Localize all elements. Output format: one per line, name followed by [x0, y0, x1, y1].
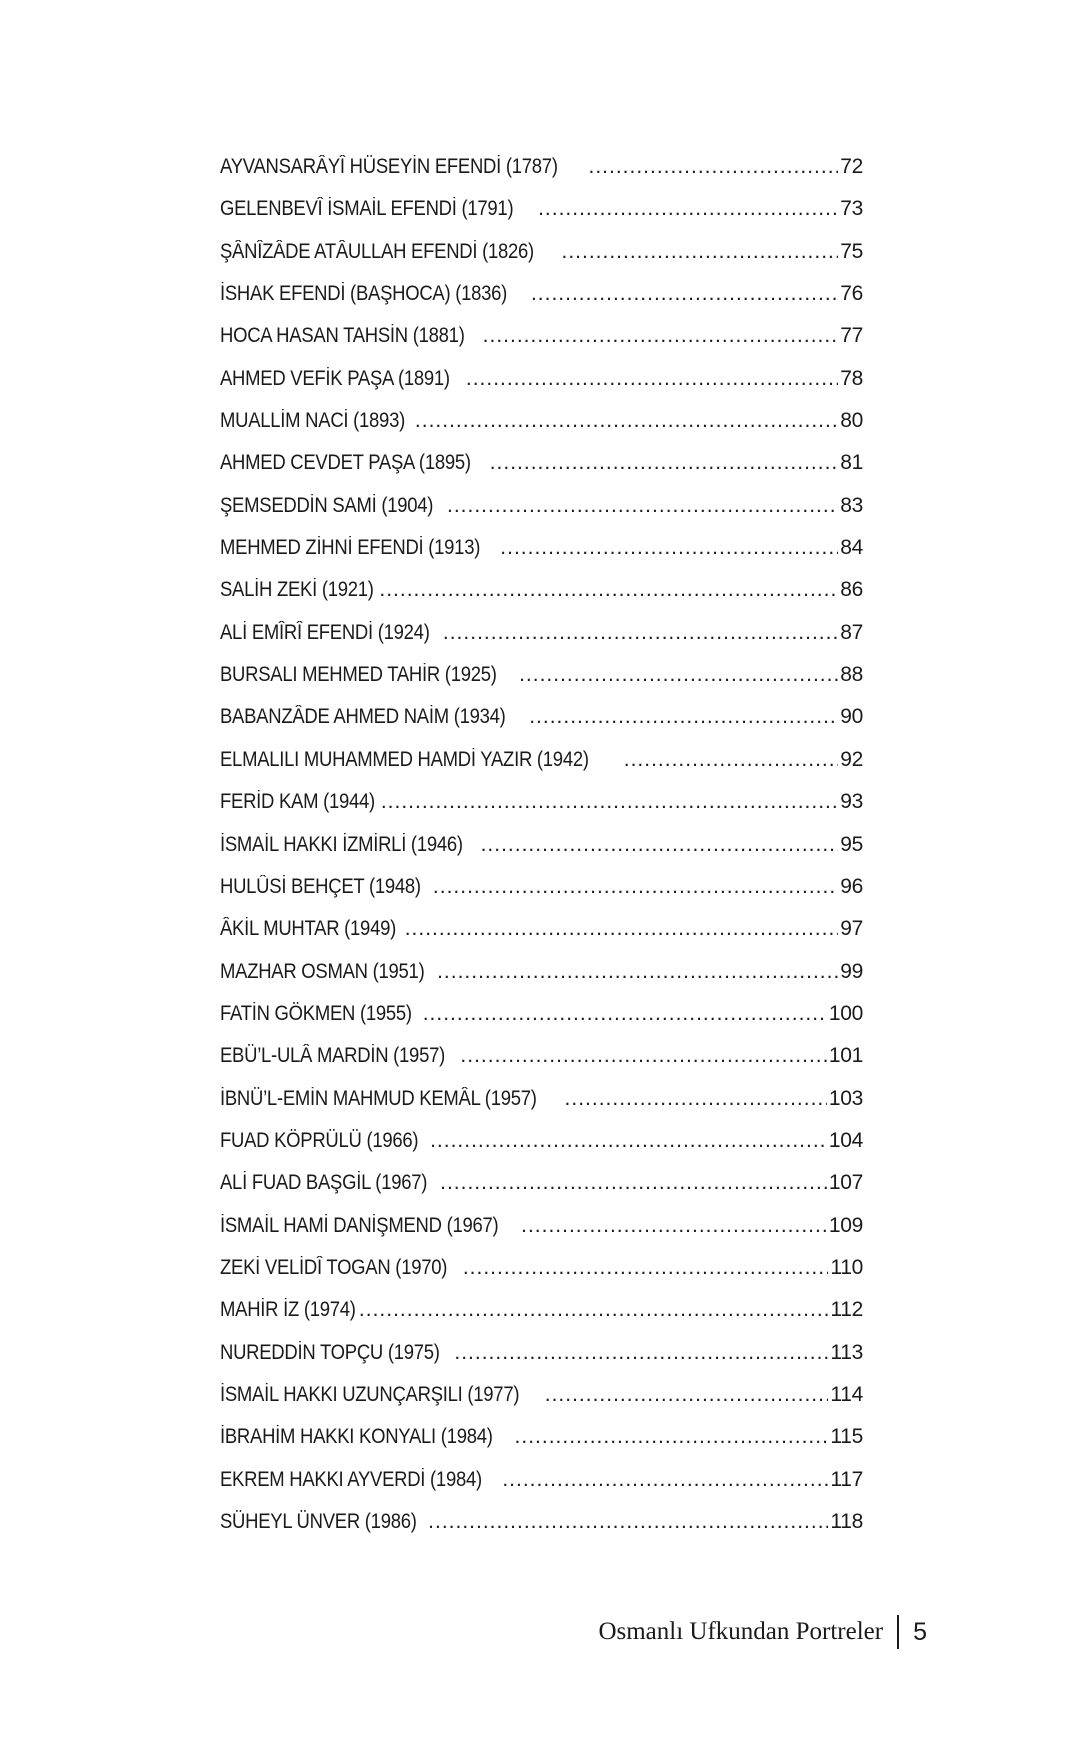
dot-leader	[415, 409, 838, 433]
toc-entry-page: 97	[840, 917, 863, 941]
toc-entry	[220, 1425, 863, 1467]
toc-entry	[220, 494, 863, 536]
toc-entry	[220, 282, 863, 324]
toc-entry	[220, 451, 863, 493]
toc-entry-title: SALİH ZEKİ (1921)	[220, 578, 374, 602]
toc-entry-title: HOCA HASAN TAHSİN (1881)	[220, 324, 465, 348]
page-number: 5	[913, 1617, 927, 1646]
toc-entry	[220, 621, 863, 663]
dot-leader	[500, 536, 838, 560]
dot-leader	[430, 1129, 827, 1153]
toc-entry	[220, 1087, 863, 1129]
toc-entry-page: 104	[828, 1128, 863, 1152]
toc-entry-page: 73	[840, 197, 863, 221]
toc-entry-title: FERİD KAM (1944)	[220, 790, 375, 814]
toc-entry-page: 103	[828, 1086, 863, 1110]
toc-entry	[220, 1002, 863, 1044]
toc-entry-title: HULÛSİ BEHÇET (1948)	[220, 874, 421, 898]
toc-entry	[220, 663, 863, 705]
toc-entry-page: 84	[840, 536, 863, 560]
toc-entry-title: ZEKİ VELİDÎ TOGAN (1970)	[220, 1255, 448, 1279]
toc-entry	[220, 155, 863, 197]
toc-entry-page: 101	[828, 1044, 863, 1068]
toc-entry-page: 83	[840, 493, 863, 517]
toc-entry	[220, 705, 863, 747]
running-footer-title: Osmanlı Ufkundan Portreler	[598, 1618, 884, 1645]
dot-leader	[531, 282, 838, 306]
toc-entry	[220, 1383, 863, 1425]
toc-entry	[220, 1044, 863, 1086]
table-of-contents	[220, 155, 863, 1552]
dot-leader	[466, 367, 838, 391]
toc-entry-page: 77	[840, 324, 863, 348]
toc-entry-page: 92	[840, 747, 863, 771]
toc-entry-title: MUALLİM NACİ (1893)	[220, 409, 405, 433]
toc-entry	[220, 917, 863, 959]
dot-leader	[481, 833, 839, 857]
toc-entry-title: BABANZÂDE AHMED NAİM (1934)	[220, 705, 506, 729]
toc-entry	[220, 1341, 863, 1383]
footer-divider	[897, 1615, 899, 1649]
toc-entry	[220, 1171, 863, 1213]
toc-entry-page: 93	[840, 790, 863, 814]
toc-entry-title: ALİ FUAD BAŞGİL (1967)	[220, 1171, 428, 1195]
toc-entry	[220, 1214, 863, 1256]
toc-entry	[220, 960, 863, 1002]
toc-entry-title: EKREM HAKKI AYVERDİ (1984)	[220, 1467, 482, 1491]
dot-leader	[490, 451, 839, 475]
toc-entry-title: İSMAİL HAKKI İZMİRLİ (1946)	[220, 832, 463, 856]
toc-entry-page: 113	[830, 1340, 863, 1364]
toc-entry	[220, 1468, 863, 1510]
toc-entry-page: 115	[830, 1425, 863, 1449]
toc-entry-page: 86	[840, 578, 863, 602]
toc-entry-page: 99	[840, 959, 863, 983]
dot-leader	[454, 1341, 828, 1365]
toc-entry-page: 114	[830, 1382, 863, 1406]
toc-entry-title: FUAD KÖPRÜLÜ (1966)	[220, 1128, 419, 1152]
dot-leader	[538, 197, 838, 221]
toc-entry-title: İSMAİL HAKKI UZUNÇARŞILI (1977)	[220, 1382, 520, 1406]
toc-entry-title: AHMED CEVDET PAŞA (1895)	[220, 451, 471, 475]
dot-leader	[440, 1171, 827, 1195]
toc-entry	[220, 833, 863, 875]
toc-entry	[220, 790, 863, 832]
dot-leader	[428, 1510, 828, 1534]
toc-entry-page: 96	[840, 874, 863, 898]
toc-entry	[220, 536, 863, 578]
page-footer	[598, 1615, 927, 1649]
toc-entry-page: 90	[840, 705, 863, 729]
toc-entry-page: 100	[828, 1001, 863, 1025]
toc-entry-title: EBÜ’L-ULÂ MARDİN (1957)	[220, 1044, 446, 1068]
toc-entry-title: AYVANSARÂYÎ HÜSEYİN EFENDİ (1787)	[220, 155, 558, 178]
dot-leader	[433, 875, 838, 899]
toc-entry	[220, 1510, 863, 1552]
toc-entry	[220, 578, 863, 620]
toc-entry-page: 81	[840, 451, 863, 475]
dot-leader	[460, 1044, 826, 1068]
toc-entry	[220, 324, 863, 366]
toc-entry-title: İBRAHİM HAKKI KONYALI (1984)	[220, 1425, 493, 1449]
toc-entry	[220, 748, 863, 790]
toc-entry-title: BURSALI MEHMED TAHİR (1925)	[220, 663, 497, 687]
toc-entry-page: 78	[840, 366, 863, 390]
dot-leader	[447, 494, 838, 518]
toc-entry-title: ŞEMSEDDİN SAMİ (1904)	[220, 493, 434, 517]
dot-leader	[519, 663, 838, 687]
toc-entry-title: AHMED VEFİK PAŞA (1891)	[220, 366, 450, 390]
dot-leader	[589, 155, 839, 179]
toc-entry-title: İSMAİL HAMİ DANİŞMEND (1967)	[220, 1213, 499, 1237]
dot-leader	[443, 621, 838, 645]
toc-entry	[220, 1256, 863, 1298]
dot-leader	[359, 1298, 828, 1322]
toc-entry-title: NUREDDİN TOPÇU (1975)	[220, 1340, 440, 1364]
dot-leader	[379, 578, 838, 602]
dot-leader	[565, 1087, 827, 1111]
toc-entry-page: 110	[830, 1255, 863, 1279]
toc-entry-title: ŞÂNÎZÂDE ATÂULLAH EFENDİ (1826)	[220, 239, 534, 263]
toc-entry-page: 109	[828, 1213, 863, 1237]
toc-entry-page: 118	[830, 1510, 863, 1533]
dot-leader	[561, 240, 838, 264]
toc-entry	[220, 875, 863, 917]
dot-leader	[624, 748, 839, 772]
toc-entry-page: 75	[840, 239, 863, 263]
toc-entry-title: FATİN GÖKMEN (1955)	[220, 1001, 412, 1025]
toc-entry-page: 88	[840, 663, 863, 687]
toc-entry-title: ELMALILI MUHAMMED HAMDİ YAZIR (1942)	[220, 747, 589, 771]
dot-leader	[423, 1002, 827, 1026]
toc-entry-page: 87	[840, 620, 863, 644]
toc-entry-page: 107	[828, 1171, 863, 1195]
toc-entry-page: 95	[840, 832, 863, 856]
dot-leader	[521, 1214, 827, 1238]
toc-entry-page: 112	[830, 1298, 863, 1322]
dot-leader	[545, 1383, 829, 1407]
dot-leader	[529, 705, 838, 729]
toc-entry-title: MAHİR İZ (1974)	[220, 1298, 356, 1322]
toc-entry	[220, 367, 863, 409]
toc-entry-title: İSHAK EFENDİ (BAŞHOCA) (1836)	[220, 282, 508, 306]
dot-leader	[515, 1425, 829, 1449]
toc-entry-title: İBNÜ’L-EMİN MAHMUD KEMÂL (1957)	[220, 1086, 537, 1110]
dot-leader	[483, 324, 839, 348]
toc-entry	[220, 1298, 863, 1340]
toc-entry	[220, 197, 863, 239]
toc-entry-page: 117	[830, 1467, 863, 1491]
dot-leader	[405, 917, 839, 941]
dot-leader	[463, 1256, 829, 1280]
toc-entry-page: 72	[840, 155, 863, 178]
toc-entry	[220, 240, 863, 282]
dot-leader	[437, 960, 838, 984]
dot-leader	[502, 1468, 828, 1492]
toc-entry-page: 76	[840, 282, 863, 306]
toc-entry-title: MEHMED ZİHNİ EFENDİ (1913)	[220, 536, 481, 560]
toc-entry-title: ALİ EMÎRÎ EFENDİ (1924)	[220, 620, 430, 644]
dot-leader	[381, 790, 838, 814]
toc-entry-page: 80	[840, 409, 863, 433]
toc-entry-title: GELENBEVÎ İSMAİL EFENDİ (1791)	[220, 197, 514, 221]
toc-entry-title: MAZHAR OSMAN (1951)	[220, 959, 425, 983]
toc-entry	[220, 409, 863, 451]
toc-entry-title: ÂKİL MUHTAR (1949)	[220, 917, 396, 941]
toc-entry	[220, 1129, 863, 1171]
toc-entry-title: SÜHEYL ÜNVER (1986)	[220, 1510, 417, 1533]
